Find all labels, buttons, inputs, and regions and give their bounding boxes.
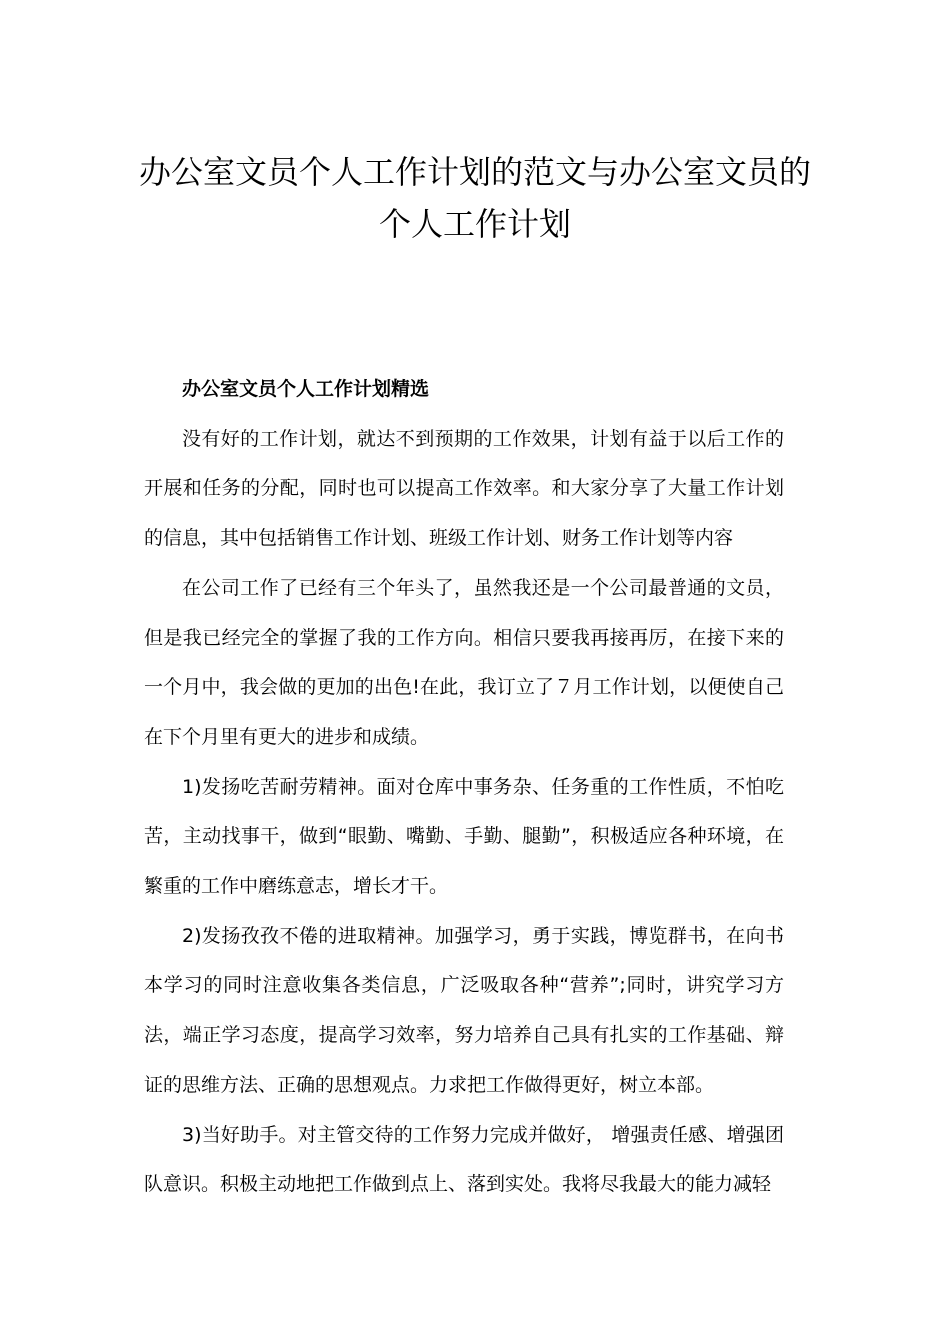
document-title: 办公室文员个人工作计划的范文与办公室文员的个人工作计划 — [138, 153, 811, 243]
paragraph-point-1: 1)发扬吃苦耐劳精神。面对仓库中事务杂、任务重的工作性质，不怕吃苦，主动找事干，做到“眼勤、嘴勤、手勤、腿勤”，积极适应各种环境，在繁重的工作中磨练意志，增长才干。 — [144, 775, 784, 898]
paragraph-point-2: 2)发扬孜孜不倦的进取精神。加强学习，勇于实践，博览群书，在向书本学习的同时注意收集各类信息，广泛吸取各种“营养”;同时，讲究学习方法，端正学习态度，提高学习效率，努力培养自己具有扎实的工作基础、辩证的思维方法、正确的思想观点。力求把工作做得更好，树立本部。 — [144, 924, 784, 1096]
section-subheading: 办公室文员个人工作计划精选 — [182, 378, 430, 400]
paragraph-point-3: 3)当好助手。对主管交待的工作努力完成并做好， 增强责任感、增强团队意识。积极主动地把工作做到点上、落到实处。我将尽我最大的能力减轻 — [144, 1123, 784, 1196]
document-body — [144, 365, 784, 1210]
paragraph-intro: 没有好的工作计划，就达不到预期的工作效果，计划有益于以后工作的开展和任务的分配，同时也可以提高工作效率。和大家分享了大量工作计划的信息，其中包括销售工作计划、班级工作计划、财务工作计划等内容 — [144, 427, 784, 550]
paragraph-background: 在公司工作了已经有三个年头了，虽然我还是一个公司最普通的文员，但是我已经完全的掌握了我的工作方向。相信只要我再接再厉，在接下来的一个月中，我会做的更加的出色!在此，我订立了７月工作计划，以便使自己在下个月里有更大的进步和成绩。 — [144, 576, 784, 748]
